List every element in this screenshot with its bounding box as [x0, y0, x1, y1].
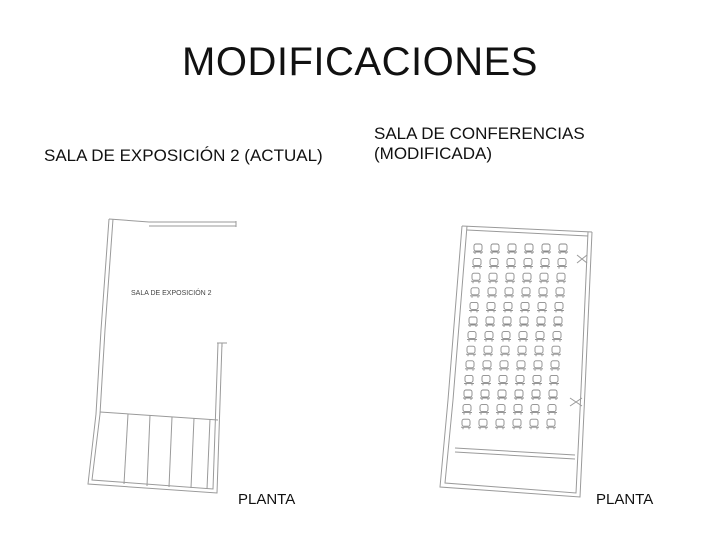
seat — [466, 346, 476, 356]
seat — [536, 317, 546, 327]
seat — [531, 390, 541, 400]
seat — [541, 244, 551, 254]
seat — [480, 390, 490, 400]
seat — [479, 405, 489, 415]
right-caption: PLANTA — [596, 491, 654, 508]
seat — [537, 302, 547, 312]
seat — [517, 346, 527, 356]
seat — [532, 375, 542, 385]
seat — [500, 346, 510, 356]
seat — [497, 390, 507, 400]
seat — [534, 346, 544, 356]
seat — [468, 317, 478, 327]
seat — [522, 273, 532, 283]
seat — [505, 273, 515, 283]
seat — [515, 375, 525, 385]
seat — [485, 317, 495, 327]
seat — [552, 332, 562, 342]
seat — [554, 302, 564, 312]
seat — [547, 405, 557, 415]
seat — [484, 332, 494, 342]
seat — [539, 273, 549, 283]
seat — [550, 361, 560, 371]
seat — [496, 405, 506, 415]
seat — [538, 288, 548, 298]
seat — [512, 419, 522, 429]
seat — [520, 302, 530, 312]
seat — [548, 390, 558, 400]
seat — [521, 288, 531, 298]
seat — [524, 244, 534, 254]
seat — [533, 361, 543, 371]
seat — [462, 405, 472, 415]
seat — [499, 361, 509, 371]
seat — [506, 259, 516, 269]
seat — [518, 332, 528, 342]
seat — [535, 332, 545, 342]
left-heading: SALA DE EXPOSICIÓN 2 (ACTUAL) — [44, 146, 323, 165]
seat — [469, 302, 479, 312]
seat — [549, 375, 559, 385]
left-caption: PLANTA — [238, 491, 296, 508]
seat — [467, 332, 477, 342]
seat — [489, 259, 499, 269]
seat — [507, 244, 517, 254]
seat — [529, 419, 539, 429]
seat — [540, 259, 550, 269]
seat — [495, 419, 505, 429]
seat — [502, 317, 512, 327]
seat — [488, 273, 498, 283]
seat — [501, 332, 511, 342]
seat — [555, 288, 565, 298]
seat — [465, 361, 475, 371]
seat — [498, 375, 508, 385]
seat — [482, 361, 492, 371]
seat — [530, 405, 540, 415]
seat — [504, 288, 514, 298]
seating-grid — [461, 244, 568, 429]
right-heading-line1: SALA DE CONFERENCIAS — [374, 124, 585, 143]
seat — [490, 244, 500, 254]
slide-title: MODIFICACIONES — [182, 40, 538, 84]
seat — [481, 375, 491, 385]
seat — [483, 346, 493, 356]
seat — [513, 405, 523, 415]
seat — [487, 288, 497, 298]
seat — [461, 419, 471, 429]
seat — [503, 302, 513, 312]
seat — [514, 390, 524, 400]
seat — [478, 419, 488, 429]
seat — [463, 390, 473, 400]
seat — [553, 317, 563, 327]
seat — [472, 259, 482, 269]
seat — [556, 273, 566, 283]
seat — [546, 419, 556, 429]
seat — [464, 375, 474, 385]
seat — [557, 259, 567, 269]
seat — [519, 317, 529, 327]
room-label: SALA DE EXPOSICIÓN 2 — [131, 290, 212, 297]
seat — [471, 273, 481, 283]
seat — [558, 244, 568, 254]
seat — [516, 361, 526, 371]
seat — [473, 244, 483, 254]
right-heading-line2: (MODIFICADA) — [374, 144, 493, 163]
seat — [470, 288, 480, 298]
seat — [551, 346, 561, 356]
seat — [523, 259, 533, 269]
seat — [486, 302, 496, 312]
